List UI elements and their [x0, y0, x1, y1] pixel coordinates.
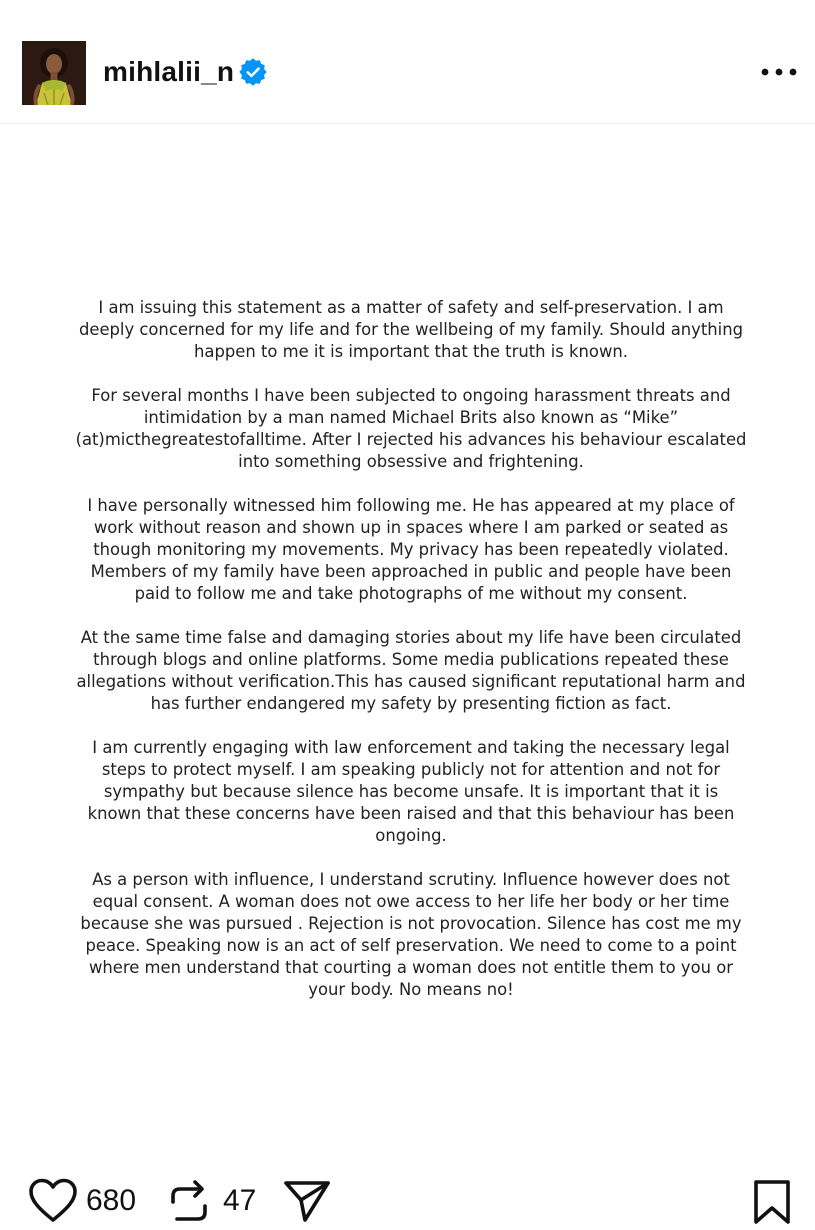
more-horizontal-icon	[760, 58, 798, 86]
like-button[interactable]	[28, 1178, 158, 1222]
more-options-button[interactable]	[760, 58, 798, 86]
statement-paragraph: As a person with influence, I understand scrutiny. Influence however does not equal consent. A woman does not owe access to her life her body or her time because she was pursued . Rejection is not provocation. Silence has cost me my peace. Speaking now is an act of self preservation. We need to come to a point where men understand that courting a woman does not entitle them to you or your body. No means no!	[80, 870, 742, 999]
repost-count: 47	[223, 1184, 257, 1217]
paper-plane-icon	[283, 1178, 331, 1224]
like-count: 680	[86, 1184, 137, 1217]
post-action-bar	[0, 1170, 815, 1230]
save-button[interactable]	[752, 1178, 792, 1222]
statement-paragraph: I am issuing this statement as a matter of safety and self-preservation. I am deeply concerned for my life and for the wellbeing of my family. Should anything happen to me it is important that the truth is known.	[78, 298, 744, 361]
statement-paragraph: I have personally witnessed him following me. He has appeared at my place of work without reason and shown up in spaces where I am parked or seated as though monitoring my movements. My privacy has been repeatedly violated. Members of my family have been approached in public and people have been paid to follow me and take photographs of me without my consent.	[87, 496, 735, 603]
repost-button[interactable]	[167, 1178, 277, 1222]
send-button[interactable]	[283, 1178, 333, 1222]
bookmark-icon	[752, 1178, 792, 1224]
statement-paragraph: I am currently engaging with law enforcement and taking the necessary legal steps to protect myself. I am speaking publicly not for attention and not for sympathy but because silence has become unsafe. It is important that it is known that these concerns have been raised and that this behaviour has been ongoing.	[87, 738, 735, 845]
verified-badge-icon	[239, 58, 267, 86]
statement-paragraph: At the same time false and damaging stories about my life have been circulated through blogs and online platforms. Some media publications repeated these allegations without verification.This has caused significant reputational harm and has further endangered my safety by presenting fiction as fact.	[76, 628, 746, 713]
statement-text	[75, 297, 747, 1023]
avatar-photo	[22, 41, 86, 105]
statement-paragraph: For several months I have been subjected to ongoing harassment threats and intimidation by a man named Michael Brits also known as “Mike” (at)micthegreatestofalltime. After I rejected his advances his behaviour escalated into something obsessive and frightening.	[75, 386, 747, 471]
heart-icon	[28, 1178, 78, 1224]
username[interactable]: mihlalii_n	[103, 56, 235, 87]
repost-icon	[167, 1178, 211, 1224]
avatar[interactable]	[22, 41, 86, 105]
post-header	[0, 0, 815, 124]
